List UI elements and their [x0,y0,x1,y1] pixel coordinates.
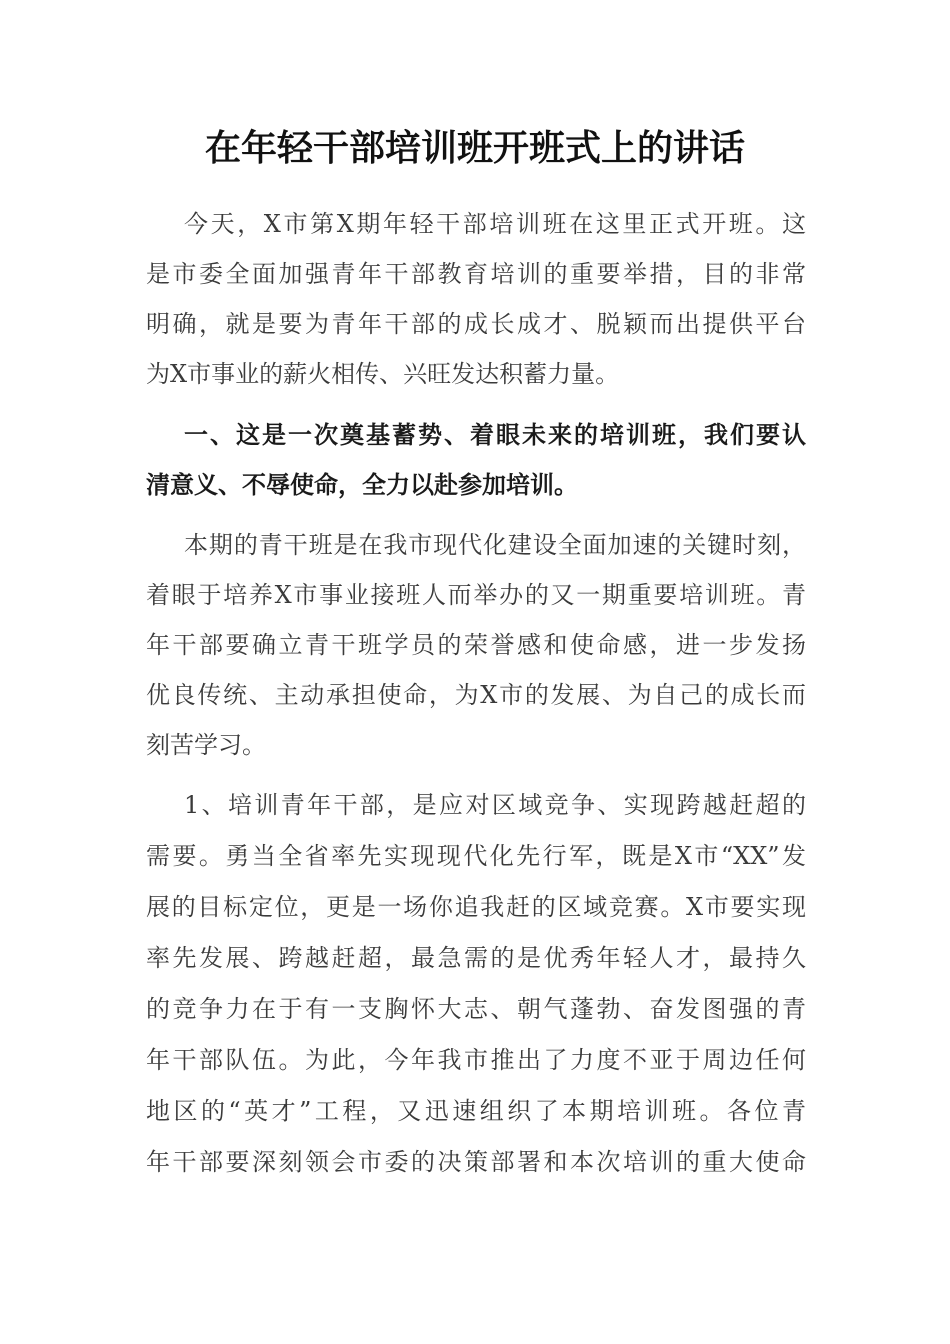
document-title: 在年轻干部培训班开班式上的讲话 [204,127,745,169]
paragraph-line: 年干部要深刻领会市委的决策部署和本次培训的重大使命 [146,1148,806,1176]
paragraph-line: 刻苦学习。 [146,731,266,759]
paragraph-line: 明确，就是要为青年干部的成长成才、脱颖而出提供平台 [146,310,806,338]
paragraph-line: 今天，X市第X期年轻干部培训班在这里正式开班。这 [184,210,806,238]
paragraph-line: 年干部要确立青干班学员的荣誉感和使命感，进一步发扬 [146,631,806,659]
paragraph-line: 年干部队伍。为此，今年我市推出了力度不亚于周边任何 [146,1046,806,1074]
paragraph-line: 优良传统、主动承担使命，为X市的发展、为自己的成长而 [146,681,806,709]
section-heading-line: 一、这是一次奠基蓄势、着眼未来的培训班，我们要认 [184,421,806,449]
paragraph-line: 需要。勇当全省率先实现现代化先行军，既是X市“XX”发 [146,842,806,870]
paragraph-line: 的竞争力在于有一支胸怀大志、朝气蓬勃、奋发图强的青 [146,995,806,1023]
paragraph-line: 率先发展、跨越赶超，最急需的是优秀年轻人才，最持久 [146,944,806,972]
section-heading-line: 清意义、不辱使命，全力以赴参加培训。 [146,471,578,499]
paragraph-line: 着眼于培养X市事业接班人而举办的又一期重要培训班。青 [146,581,806,609]
paragraph-line: 为X市事业的薪火相传、兴旺发达积蓄力量。 [146,360,620,388]
paragraph-line: 本期的青干班是在我市现代化建设全面加速的关键时刻， [184,531,806,559]
paragraph-line: 展的目标定位，更是一场你追我赶的区域竞赛。X市要实现 [146,893,806,921]
paragraph-line: 是市委全面加强青年干部教育培训的重要举措，目的非常 [146,260,806,288]
paragraph-line: 1、培训青年干部，是应对区域竞争、实现跨越赶超的 [184,791,806,819]
paragraph-line: 地区的“英才”工程，又迅速组织了本期培训班。各位青 [146,1097,806,1125]
